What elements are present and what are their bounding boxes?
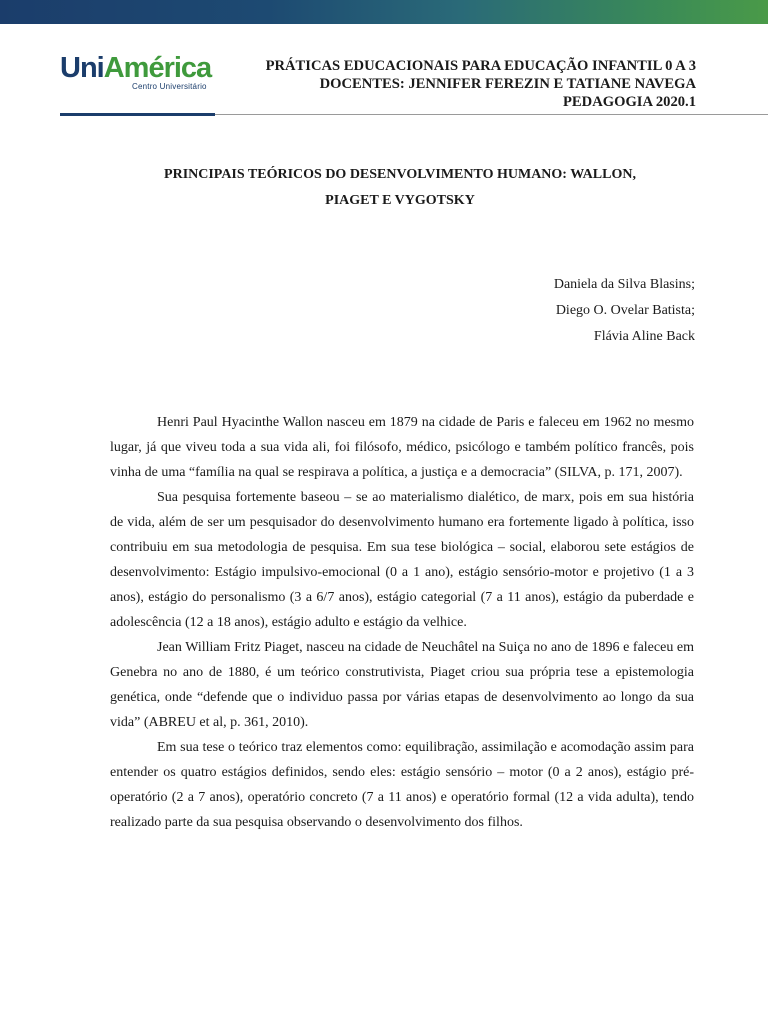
- body-text: [110, 410, 694, 835]
- paragraph-wallon-theory: Sua pesquisa fortemente baseou – se ao materialismo dialético, de marx, pois em sua história de vida, além de ser um pesquisador do desenvolvimento humano era fortemente ligado à política, isso contribuiu em sua metodologia de pesquisa. Em sua tese biológica – social, elaborou sete estágios de desenvolvimento: Estágio impulsivo-emocional (0 a 1 ano), estágio sensório-motor e projetivo (1 a 3 anos), estágio do personalismo (3 a 6/7 anos), estágio categorial (7 a 11 anos), estágio da puberdade e adolescência (12 a 18 anos), estágio adulto e estágio da velhice.: [110, 490, 694, 630]
- header-divider: [215, 114, 768, 115]
- top-color-band: [0, 0, 768, 24]
- paragraph-piaget-bio: Jean William Fritz Piaget, nasceu na cidade de Neuchâtel na Suiça no ano de 1896 e faleceu em Genebra no ano de 1880, é um teórico construtivista, Piaget criou sua própria tese a epistemologia genética, onde “defende que o individuo passa por várias etapas de desenvolvimento ao longo da sua vida” (ABREU et al, p. 361, 2010).: [110, 640, 694, 730]
- author-name: Daniela da Silva Blasins;: [553, 277, 695, 292]
- logo-america-text: América: [103, 52, 212, 84]
- paragraph-wallon-bio: Henri Paul Hyacinthe Wallon nasceu em 1879 na cidade de Paris e faleceu em 1962 no mesmo lugar, já que viveu toda a sua vida ali, foi filósofo, médico, psicólogo e também político francês, pois vinha de uma “família na qual se respirava a política, a justiça e a democracia” (SILVA, p. 171, 2007).: [110, 415, 694, 480]
- header-course: PRÁTICAS EDUCACIONAIS PARA EDUCAÇÃO INFANTIL 0 A 3: [265, 58, 696, 74]
- document-header: [266, 57, 696, 111]
- paragraph-piaget-theory: Em sua tese o teórico traz elementos como: equilibração, assimilação e acomodação assim para entender os quatro estágios definidos, sendo eles: estágio sensório – motor (0 a 2 anos), estágio pré-operatório (2 a 7 anos), operatório concreto (7 a 11 anos) e operatório formal (12 a vida adulta), tendo realizado parte da sua pesquisa observando o desenvolvimento dos filhos.: [110, 740, 694, 830]
- document-title-line-2: PIAGET E VYGOTSKY: [325, 193, 475, 208]
- author-name: Flávia Aline Back: [593, 329, 695, 344]
- author-list: [554, 272, 695, 350]
- header-teachers: DOCENTES: JENNIFER FEREZIN E TATIANE NAVEGA: [319, 76, 696, 92]
- header-program: PEDAGOGIA 2020.1: [563, 94, 696, 110]
- uniamerica-logo: [60, 52, 230, 98]
- logo-underline: [60, 113, 215, 116]
- document-title-line-1: PRINCIPAIS TEÓRICOS DO DESENVOLVIMENTO HUMANO: WALLON,: [164, 167, 636, 182]
- logo-wordmark: [60, 52, 230, 84]
- logo-uni-text: Uni: [60, 52, 104, 84]
- logo-subtitle: Centro Universitário: [132, 82, 207, 91]
- author-name: Diego O. Ovelar Batista;: [555, 303, 695, 318]
